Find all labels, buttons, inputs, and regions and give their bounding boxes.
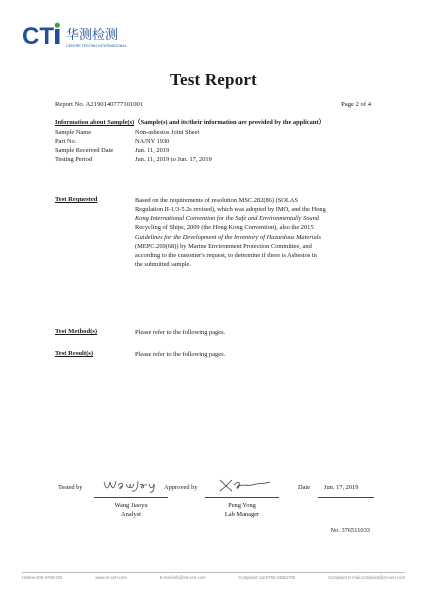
tester-title: Analyst — [121, 511, 141, 518]
info-key: Sample Received Date — [55, 147, 114, 155]
footer-hotline: Hotline:400-6788-333 — [22, 575, 63, 580]
cti-logo — [22, 22, 172, 50]
sample-info-table — [55, 128, 212, 164]
sample-info-heading-underlined: Information about Sample(s) — [55, 119, 135, 126]
test-requested-line: the submitted sample. — [135, 261, 191, 269]
logo-cn-text: 华测检测 — [66, 28, 119, 43]
info-value: Jun. 11, 2019 — [135, 147, 170, 155]
footer-website[interactable]: www.cti-cert.com — [95, 575, 127, 580]
footer-email[interactable]: E-mail:info@cti-cert.com — [159, 575, 206, 580]
footer — [22, 575, 405, 580]
test-requested-line: according to the customer's request, to determine if there is Asbestos in — [135, 251, 317, 259]
info-key: Sample Name — [55, 129, 92, 136]
test-requested-line: Regulation II-1/3-5.2s revised), which was adopted by IMO, and the Hong — [135, 206, 326, 214]
info-value: Jun. 11, 2019 to Jun. 17, 2019 — [135, 156, 212, 164]
footer-complaint-call: Complaint call:0755-33681700 — [238, 575, 296, 580]
info-key: Testing Period — [55, 156, 93, 164]
info-row-testing-period — [55, 155, 212, 164]
test-requested-line: Kong International Convention for the Safe and Environmentally Sound — [135, 215, 320, 223]
date-line — [318, 497, 374, 498]
footer-complaint-email[interactable]: Complaint E-mail:complaint@cti-cert.com — [328, 575, 405, 580]
report-number: Report No. A2190140777101001 — [55, 101, 144, 108]
sample-info-heading-rest: （Sample(s) and its/their information are provided by the applicant） — [134, 119, 325, 126]
logo-tagline: CENTRE TESTING INTERNATIONAL — [66, 44, 127, 48]
tester-signature — [100, 476, 160, 494]
test-result-text: Please refer to the following pages. — [135, 351, 226, 358]
approver-title: Lab Manager — [224, 511, 260, 518]
tester-signature-line — [94, 497, 168, 498]
test-requested-label: Test Requested — [55, 196, 98, 203]
approver-signature — [214, 476, 274, 494]
page-number: Page 2 of 4 — [341, 101, 371, 108]
test-requested-line: Based on the requirements of resolution MSC.282(86) (SOLAS — [135, 197, 298, 204]
test-requested-text — [135, 196, 385, 269]
test-requested-line: (MEPC.269(68)) by Marine Environment Protection Committee, and — [135, 242, 312, 250]
test-requested-line: Guidelines for the Development of the Inventory of Hazardous Materials — [135, 233, 321, 241]
date-value: Jun. 17, 2019 — [324, 484, 359, 491]
test-method-label: Test Method(s) — [55, 328, 98, 335]
info-row-sample-name — [55, 128, 212, 137]
footer-divider — [22, 572, 405, 573]
tester-name: Wang Jiaoyu — [114, 502, 148, 509]
approver-name: Peng Yong — [228, 502, 256, 509]
svg-text:CT: CT — [22, 23, 54, 50]
document-number: No. 376511033 — [330, 527, 370, 534]
signature-block — [0, 470, 427, 550]
info-row-received-date — [55, 146, 212, 155]
test-result-label: Test Result(s) — [55, 350, 94, 357]
info-key: Part No. — [55, 138, 77, 146]
test-requested-line: Recycling of Ships, 2009 (the Hong Kong Convention), also the 2015 — [135, 224, 314, 232]
page-title: Test Report — [169, 70, 258, 89]
sample-info-heading — [55, 117, 325, 126]
approver-signature-line — [205, 497, 279, 498]
info-value: Non-asbestos Joint Sheet — [135, 129, 200, 136]
info-row-part-no — [55, 137, 212, 146]
test-method-text: Please refer to the following pages. — [135, 329, 226, 336]
date-label: Date — [298, 484, 311, 491]
tested-by-label: Tested by — [58, 484, 83, 491]
info-value: NA/NY 1930 — [135, 138, 170, 146]
approved-by-label: Approved by — [164, 484, 198, 491]
